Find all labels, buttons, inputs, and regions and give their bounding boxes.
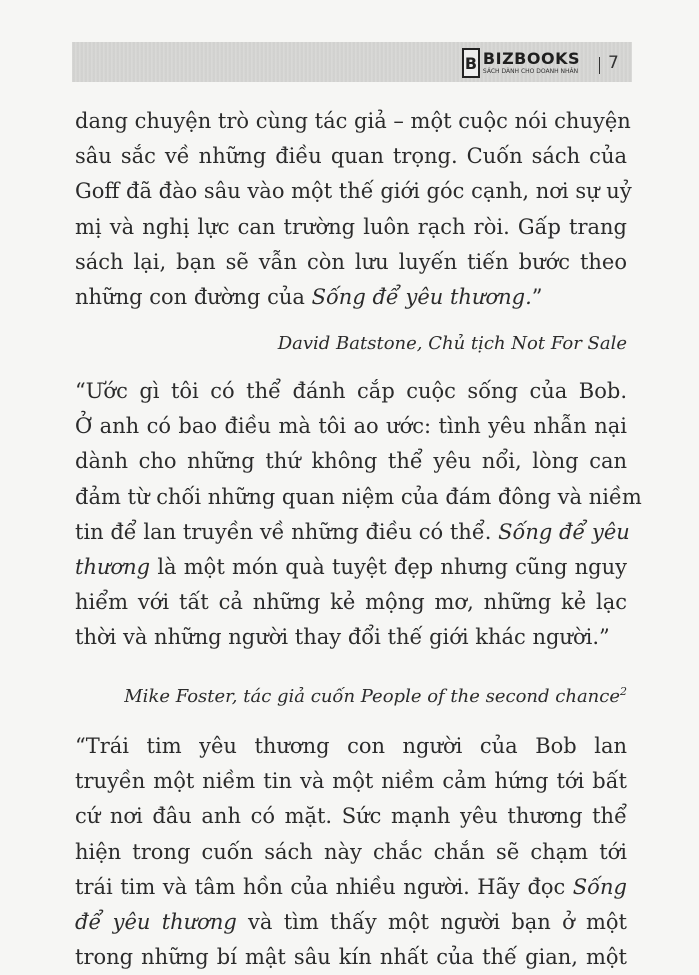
text-line: dành cho những thứ không thể yêu nổi, lòng can [75, 449, 627, 474]
text-line: mị và nghị lực can trường luôn rạch ròi. Gấp trang [75, 214, 627, 239]
text-run: tin để lan truyền về những điều có thể. [75, 519, 499, 544]
text-line: Goff đã đào sâu vào một thế giới góc cạnh, nơi sự uỷ [75, 179, 632, 204]
text-line: cứ nơi đâu anh có mặt. Sức mạnh yêu thương thể [75, 804, 627, 829]
text-line: “Ước gì tôi có thể đánh cắp cuộc sống của Bob. [75, 379, 627, 403]
attribution-text: Mike Foster, tác giả cuốn People of the second chance [124, 686, 620, 707]
text-line: truyền một niềm tin và một niềm cảm hứng tới bất [75, 769, 627, 794]
text-line: Ở anh có bao điều mà tôi ao ước: tình yêu nhẫn nại [75, 414, 627, 439]
publisher-logo [462, 45, 580, 81]
footnote-marker: 2 [620, 685, 627, 698]
quote-paragraph-3 [75, 729, 627, 975]
text-line: sách lại, bạn sẽ vẫn còn lưu luyến tiến bước theo [75, 249, 627, 274]
attribution-1: David Batstone, Chủ tịch Not For Sale [277, 333, 627, 354]
text-run: trái tim và tâm hồn của nhiều người. Hãy đọc [75, 874, 573, 899]
text-line: đảm từ chối những quan niệm của đám đông và niềm [75, 484, 642, 509]
header-divider [599, 57, 600, 74]
book-title: Sống để yêu thương. [311, 285, 532, 310]
text-line [75, 550, 627, 585]
book-title: Sống để yêu [498, 519, 630, 544]
text-line: hiểm với tất cả những kẻ mộng mơ, những kẻ lạc [75, 590, 627, 615]
text-run: và tìm thấy một người bạn ở một [236, 910, 627, 935]
book-title: Sống [572, 874, 627, 899]
bizbooks-logo-icon: B [462, 48, 480, 78]
attribution-2 [124, 685, 627, 707]
text-run: là một món quà tuyệt đẹp nhưng cũng nguy [150, 555, 627, 580]
text-line: thời và những người thay đổi thế giới khác người.” [75, 625, 610, 650]
logo-brand: BIZBOOKS [482, 49, 580, 68]
logo-tagline: SÁCH DÀNH CHO DOANH NHÂN [482, 68, 579, 75]
text-line: “Trái tim yêu thương con người của Bob lan [75, 734, 627, 758]
page-number: 7 [608, 53, 619, 73]
text-line: dang chuyện trò cùng tác giả – một cuộc nói chuyện [75, 109, 631, 133]
text-run: những con đường của [75, 285, 312, 310]
text-line: trong những bí mật sâu kín nhất của thế gian, một [75, 945, 627, 970]
text-run: ” [531, 285, 543, 310]
text-line [75, 905, 627, 940]
text-line: sâu sắc về những điều quan trọng. Cuốn sách của [75, 144, 627, 169]
text-line [75, 280, 627, 315]
book-title: để yêu thương [75, 910, 237, 935]
text-line [75, 515, 630, 550]
text-line: hiện trong cuốn sách này chắc chắn sẽ chạm tới [75, 839, 627, 864]
text-line [75, 870, 627, 905]
quote-paragraph-1 [75, 104, 632, 315]
quote-paragraph-2 [75, 374, 642, 656]
book-title: thương [75, 555, 151, 580]
